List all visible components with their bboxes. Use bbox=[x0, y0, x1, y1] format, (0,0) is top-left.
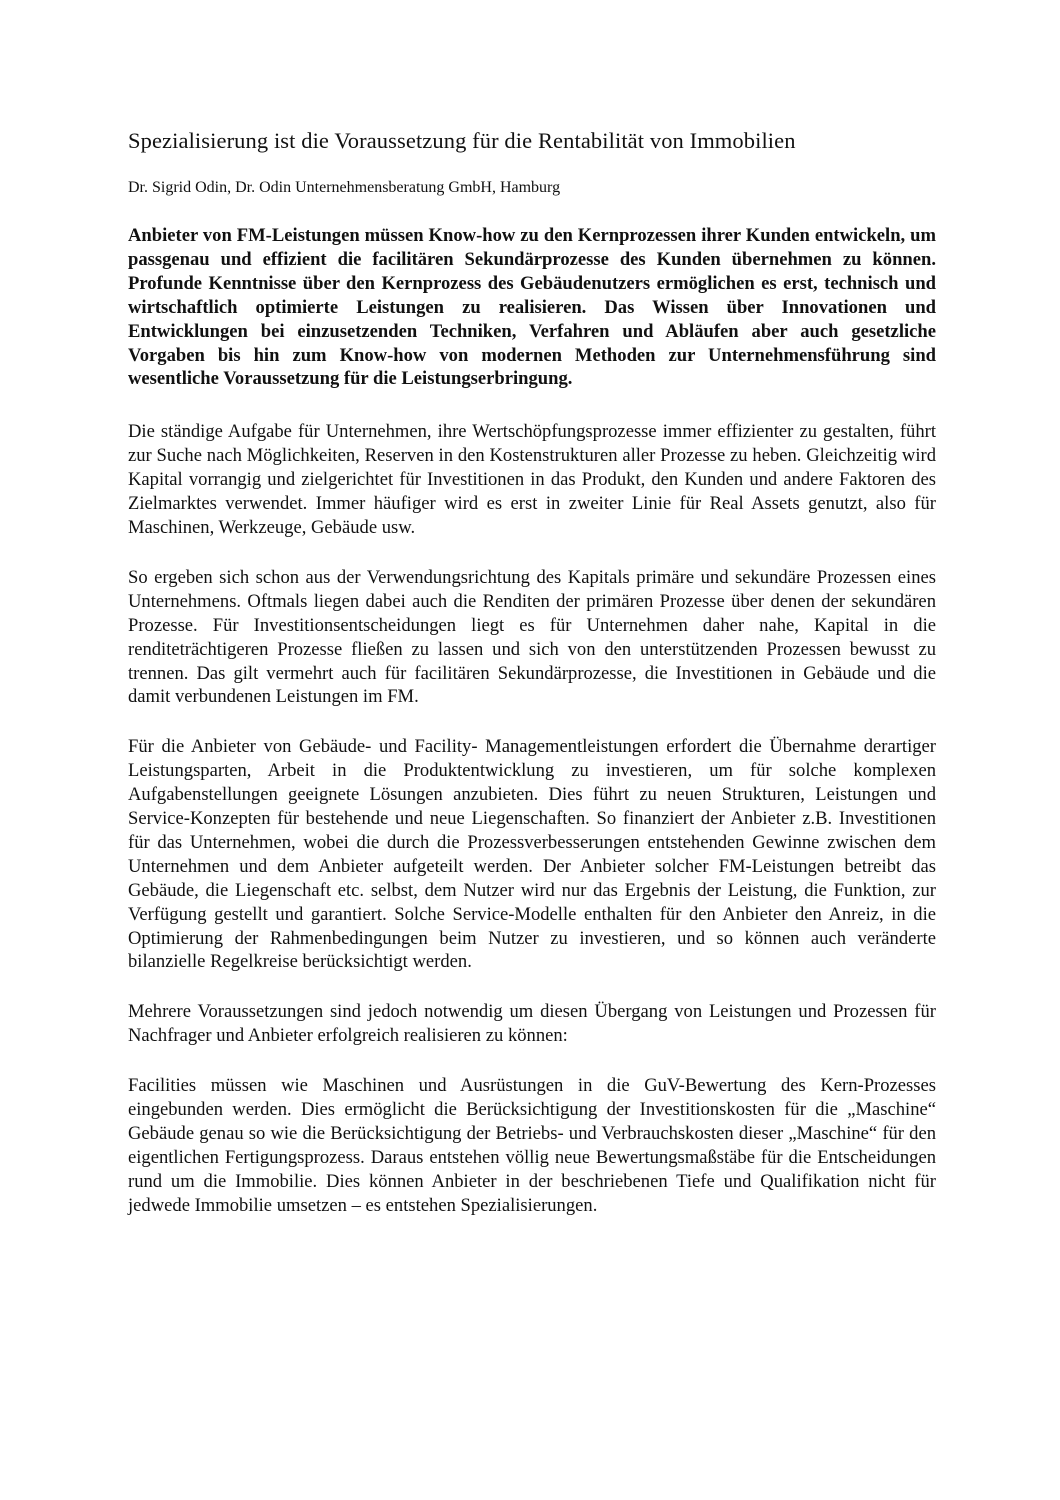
document-title: Spezialisierung ist die Voraussetzung für die Rentabilität von Immobilien bbox=[128, 128, 796, 153]
body-paragraph-5: Facilities müssen wie Maschinen und Ausrüstungen in die GuV-Bewertung des Kern-Prozesses eingebunden werden. Dies ermöglicht die Berücksichtigung der Investitionskosten für die „Maschine“ Gebäude genau so wie die Berücksichtigung der Betriebs- und Verbrauchskosten dieser „Maschine“ für den eigentlichen Fertigungsprozess. Daraus entstehen völlig neue Bewertungsmaßstäbe für die Entscheidungen rund um die Immobilie. Dies können Anbieter in der beschriebenen Tiefe und Qualifikation nicht für jedwede Immobilie umsetzen – es entstehen Spezialisierungen. bbox=[128, 1075, 936, 1216]
body-paragraph-3: Für die Anbieter von Gebäude- und Facility- Managementleistungen erfordert die Übernahme derartiger Leistungsparten, Arbeit in die Produktentwicklung zu investieren, um für solche komplexen Aufgabenstellungen geeignete Lösungen anzubieten. Dies führt zu neuen Strukturen, Leistungen und Service-Konzepten für bestehende und neue Liegenschaften. So finanziert der Anbieter z.B. Investitionen für das Unternehmen, wobei die durch die Prozessverbesserungen entstehenden Gewinne zwischen dem Unternehmen und dem Anbieter aufgeteilt werden. Der Anbieter solcher FM-Leistungen betreibt das Gebäude, die Liegenschaft etc. selbst, dem Nutzer wird nur das Ergebnis der Leistung, die Funktion, zur Verfügung gestellt und garantiert. Solche Service-Modelle enthalten für den Anbieter den Anreiz, in die Optimierung der Rahmenbedingungen beim Nutzer zu investieren, und so können auch veränderte bilanzielle Regelkreise berücksichtigt werden. bbox=[128, 736, 936, 973]
body-paragraph-2: So ergeben sich schon aus der Verwendungsrichtung des Kapitals primäre und sekundäre Prozessen eines Unternehmens. Oftmals liegen dabei auch die Renditen der primären Prozesse über denen der sekundären Prozesse. Für Investitionsentscheidungen liegt es für Unternehmen daher nahe, Kapital in die renditeträchtigeren Prozesse fließen zu lassen und sich von den unterstützenden Prozessen bewusst zu trennen. Das gilt vermehrt auch für facilitären Sekundärprozesse, die Investitionen in Gebäude und die damit verbundenen Leistungen im FM. bbox=[128, 566, 936, 708]
author-byline: Dr. Sigrid Odin, Dr. Odin Unternehmensberatung GmbH, Hamburg bbox=[128, 179, 561, 196]
abstract-paragraph: Anbieter von FM-Leistungen müssen Know-how zu den Kernprozessen ihrer Kunden entwickeln, um passgenau und effizient die facilitären Sekundärprozesse des Kunden übernehmen zu können. Profunde Kenntnisse über den Kernprozess des Gebäudenutzers ermöglichen es erst, technisch und wirtschaftlich optimierte Leistungen zu realisieren. Das Wissen über Innovationen und Entwicklungen bei einzusetzenden Techniken, Verfahren und Abläufen aber auch gesetzliche Vorgaben bis hin zum Know-how von modernen Methoden zur Unternehmensführung sind wesentliche Voraussetzung für die Leistungserbringung. bbox=[128, 225, 936, 390]
body-paragraph-4: Mehrere Voraussetzungen sind jedoch notwendig um diesen Übergang von Leistungen und Prozessen für Nachfrager und Anbieter erfolgreich realisieren zu können: bbox=[128, 1001, 936, 1047]
body-paragraph-1: Die ständige Aufgabe für Unternehmen, ihre Wertschöpfungsprozesse immer effizienter zu gestalten, führt zur Suche nach Möglichkeiten, Reserven in den Kostenstrukturen aller Prozesse zu heben. Gleichzeitig wird Kapital vorrangig und zielgerichtet für Investitionen in das Produkt, den Kunden und andere Faktoren des Zielmarktes verwendet. Immer häufiger wird es erst in zweiter Linie für Real Assets genutzt, also für Maschinen, Werkzeuge, Gebäude usw. bbox=[128, 421, 936, 538]
document-page bbox=[128, 126, 936, 1244]
